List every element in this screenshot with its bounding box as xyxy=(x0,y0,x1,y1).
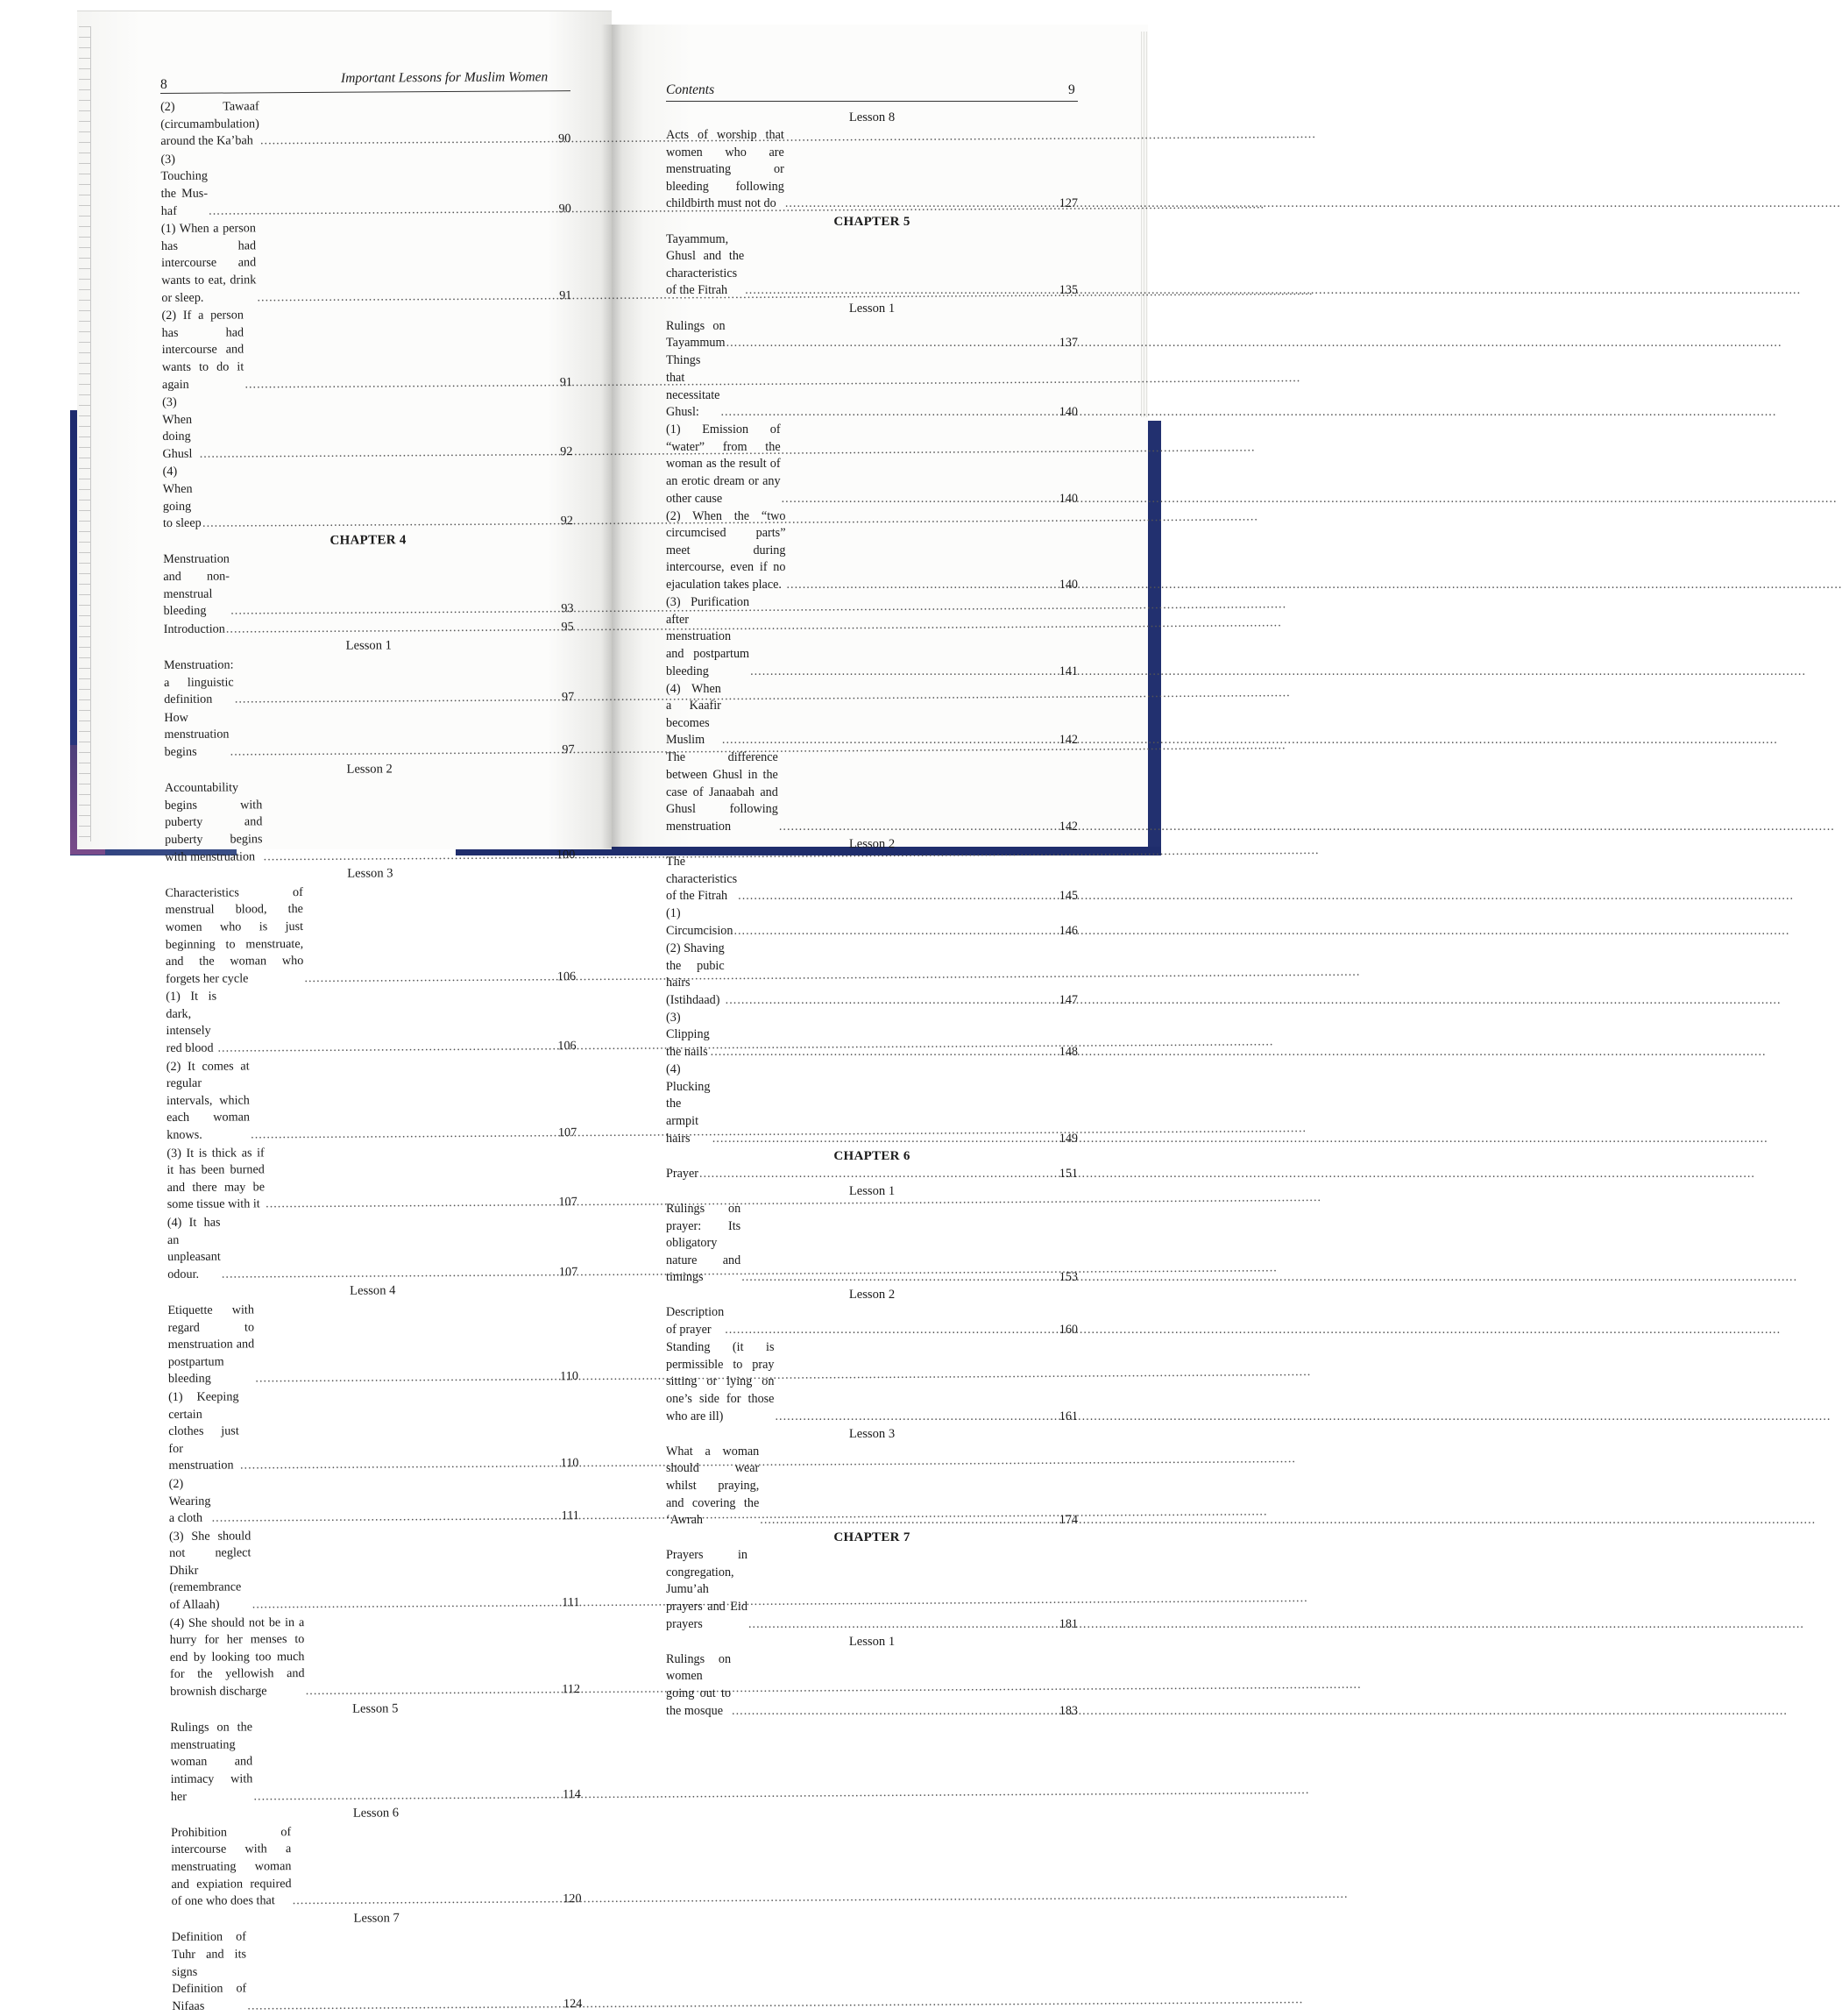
toc-entry xyxy=(666,749,1078,835)
toc-entry-title: What a woman should wear whilst praying, and covering the ‘Awrah xyxy=(666,1444,760,1528)
toc-entry-title: (1) Circumcision xyxy=(666,906,733,938)
toc-entry xyxy=(666,318,1078,352)
toc-entry-title: (2) Wearing a cloth xyxy=(168,1476,211,1526)
toc-entry-page: 90 xyxy=(558,201,571,216)
dot-leader xyxy=(304,969,545,987)
toc-entry xyxy=(666,1061,1078,1147)
toc-entry-title: The characteristics of the Fitrah xyxy=(666,855,738,904)
toc-entry-title: (4) When a Kaafir becomes Muslim xyxy=(666,681,721,748)
left-page-number: 8 xyxy=(160,77,167,92)
toc-entry-page: 140 xyxy=(1059,405,1078,420)
toc-entry xyxy=(169,1526,580,1615)
toc-entry-page: 124 xyxy=(563,1996,583,2011)
dot-leader xyxy=(745,282,1047,300)
dot-leader xyxy=(741,1269,1047,1287)
page-edges xyxy=(1141,32,1148,417)
toc-entry-page: 110 xyxy=(560,1456,579,1471)
binding-line xyxy=(90,26,91,841)
toc-entry-title: Menstruation: a linguistic definition xyxy=(163,657,234,707)
lesson-heading: Lesson 5 xyxy=(352,1701,399,1716)
toc-entry xyxy=(163,462,573,533)
dot-leader xyxy=(222,1264,547,1283)
toc-entry-title: The difference between Ghusl in the case of Janaabah and Ghusl following menstruation xyxy=(666,750,778,834)
dot-leader xyxy=(748,1616,1047,1634)
toc-entry-page: 110 xyxy=(560,1369,578,1384)
lesson-heading: Lesson 2 xyxy=(848,836,896,851)
toc-entry-page: 141 xyxy=(1059,664,1078,678)
toc-entry xyxy=(666,681,1078,749)
dot-leader xyxy=(775,1409,1047,1426)
toc-entry-title: Rulings on Tayammum xyxy=(666,318,726,351)
toc-entry xyxy=(169,1473,579,1528)
toc-entry-page: 183 xyxy=(1059,1703,1078,1718)
toc-entry-title: Prayers in congregation, Jumu’ah prayers and Eid prayers xyxy=(666,1548,747,1631)
toc-entry-page: 90 xyxy=(558,131,571,146)
toc-entry-title: (3) It is thick as if it has been burned and there may be some tissue with it xyxy=(166,1145,266,1212)
toc-entry xyxy=(165,777,576,866)
toc-entry xyxy=(666,1304,1078,1338)
toc-entry-title: Prohibition of intercourse with a menstruating woman and expiation required of one who does that xyxy=(171,1824,292,1909)
toc-entry-title: (3) Touching the Mus-haf xyxy=(160,152,209,218)
toc-entry-title: Acts of worship that women who are menstruating or bleeding following childbirth must not do xyxy=(666,128,784,211)
toc-entry-title: (4) She should not be in a hurry for her menses to end by looking too much for the yellowish and brownish discharge xyxy=(169,1615,305,1699)
toc-entry-title: (1) It is dark, intensely red blood xyxy=(166,989,217,1056)
toc-entry-title: Tayammum, Ghusl and the characteristics of the Fitrah xyxy=(666,231,745,298)
dot-leader xyxy=(738,888,1047,905)
toc-entry xyxy=(167,1300,578,1388)
dot-leader xyxy=(699,1166,1047,1183)
toc-entry-title: (2) If a person has had intercourse and wants to do it again xyxy=(161,308,244,392)
dot-leader xyxy=(306,1681,550,1700)
toc-entry-page: 151 xyxy=(1059,1166,1078,1181)
toc-entry-page: 97 xyxy=(561,690,575,705)
chapter-heading: CHAPTER 5 xyxy=(833,214,910,229)
dot-leader xyxy=(257,287,541,307)
toc-entry-page: 181 xyxy=(1059,1616,1078,1631)
lesson-heading: Lesson 1 xyxy=(848,1634,896,1649)
toc-entry-page: 140 xyxy=(1059,491,1078,506)
toc-entry-title: (1) Keeping certain clothes just for menstruation xyxy=(167,1389,239,1473)
toc-entry-page: 140 xyxy=(1059,578,1078,593)
right-header-rule xyxy=(666,101,1078,102)
dot-leader xyxy=(212,1508,549,1527)
dot-leader xyxy=(240,1456,549,1475)
dot-leader xyxy=(253,1786,549,1806)
lesson-heading: Lesson 7 xyxy=(353,1911,400,1926)
dot-leader xyxy=(230,601,542,621)
toc-entry-title: Standing (it is permissible to pray sitting or lying on one’s side for those who are ill) xyxy=(666,1340,775,1423)
dot-leader xyxy=(202,514,542,533)
toc-entry xyxy=(161,218,572,307)
toc-entry-title: Menstruation and non-menstrual bleeding xyxy=(163,551,230,619)
dot-leader xyxy=(260,131,540,151)
dot-leader xyxy=(787,577,1048,594)
toc-entry-title: (4) When going to sleep xyxy=(162,465,202,531)
toc-entry xyxy=(161,305,572,394)
dot-leader xyxy=(785,195,1047,213)
toc-entry-page: 107 xyxy=(557,1125,577,1140)
binding-stitch xyxy=(79,26,91,841)
dot-leader xyxy=(200,444,542,463)
toc-entry xyxy=(666,1339,1078,1425)
toc-entry-title: Characteristics of menstrual blood, the women who is just beginning to menstruate, and the woman who forgets her cycle xyxy=(165,884,304,986)
lesson-heading: Lesson 2 xyxy=(848,1288,896,1303)
toc-entry xyxy=(171,1822,582,1911)
toc-entry xyxy=(160,96,570,151)
toc-entry-page: 174 xyxy=(1059,1513,1078,1528)
toc-entry xyxy=(666,1201,1078,1287)
toc-entry-title: (2) Tawaaf (circumambulation) around the Ka’bah xyxy=(160,99,259,149)
toc-entry-title: Definition of Tuhr and its signs Definition of Nifaas xyxy=(171,1929,247,2013)
dot-leader xyxy=(732,1703,1047,1721)
toc-entry xyxy=(666,127,1078,213)
toc-entry xyxy=(160,149,570,220)
dot-leader xyxy=(725,1322,1047,1339)
toc-entry xyxy=(666,422,1078,508)
toc-entry xyxy=(666,854,1078,905)
toc-entry-title: (1) Emission of “water” from the woman as the result of an erotic dream or any other cause xyxy=(666,422,781,506)
toc-entry-page: 106 xyxy=(556,969,577,983)
toc-entry xyxy=(666,352,1078,421)
lesson-heading: Lesson 1 xyxy=(345,638,393,654)
toc-entry-title: (3) Clipping the nails xyxy=(666,1010,710,1060)
toc-entry xyxy=(162,392,572,463)
lesson-heading: Lesson 1 xyxy=(848,1183,896,1198)
dot-leader xyxy=(750,664,1047,681)
toc-entry-page: 107 xyxy=(558,1264,578,1280)
toc-entry-page: 93 xyxy=(561,601,574,616)
toc-entry-title: (2) Shaving the pubic hairs (Istihdaad) xyxy=(666,941,725,1007)
chapter-heading: CHAPTER 6 xyxy=(833,1148,910,1163)
toc-entry-title: (2) When the “two circumcised parts” meet during intercourse, even if no ejaculation takes place. xyxy=(666,508,786,593)
toc-entry xyxy=(165,883,576,988)
toc-entry xyxy=(666,508,1078,594)
toc-entry xyxy=(164,707,574,762)
book-gutter xyxy=(601,25,622,848)
left-running-title: Important Lessons for Muslim Women xyxy=(340,69,549,86)
toc-entry xyxy=(666,1444,1078,1530)
toc-entry-page: 97 xyxy=(562,742,575,757)
toc-entry xyxy=(170,1717,581,1806)
toc-entry-title: (4) Plucking the armpit hairs xyxy=(666,1062,711,1146)
dot-leader xyxy=(726,992,1047,1010)
toc-entry-page: 111 xyxy=(561,1508,579,1523)
dot-leader xyxy=(712,1131,1047,1148)
toc-entry-title: (4) It has an unpleasant odour. xyxy=(166,1215,221,1281)
dot-leader xyxy=(252,1594,549,1614)
dot-leader xyxy=(255,1369,548,1388)
toc-entry-title: How menstruation begins xyxy=(164,710,230,759)
toc-entry-page: 92 xyxy=(560,514,573,529)
dot-leader xyxy=(760,1512,1047,1530)
dot-leader xyxy=(711,1044,1047,1061)
toc-entry-page: 146 xyxy=(1059,923,1078,938)
right-contents-list xyxy=(666,110,1078,1721)
toc-entry-page: 112 xyxy=(562,1682,581,1697)
toc-entry-page: 111 xyxy=(562,1595,580,1610)
toc-entry xyxy=(666,905,1078,940)
dot-leader xyxy=(720,404,1047,422)
lesson-heading: Lesson 6 xyxy=(352,1806,400,1821)
toc-entry-title: Description of prayer xyxy=(666,1305,725,1338)
toc-entry-page: 147 xyxy=(1059,992,1078,1007)
toc-entry xyxy=(666,231,1078,300)
lesson-heading: Lesson 3 xyxy=(347,866,393,881)
toc-entry xyxy=(170,1613,581,1701)
dot-leader xyxy=(244,374,542,394)
toc-entry-page: 137 xyxy=(1059,336,1078,351)
toc-entry-page: 153 xyxy=(1059,1270,1078,1285)
toc-entry xyxy=(166,1056,577,1145)
right-running-title: Contents xyxy=(666,82,715,97)
toc-entry-page: 148 xyxy=(1059,1045,1078,1060)
dot-leader xyxy=(209,201,541,220)
toc-entry-title: (3) She should not neglect Dhikr (remembrance of Allaah) xyxy=(168,1529,252,1613)
dot-leader xyxy=(251,1125,546,1144)
lesson-heading: Lesson 8 xyxy=(848,110,896,124)
dot-leader xyxy=(264,847,545,866)
dot-leader xyxy=(230,742,544,761)
toc-entry xyxy=(166,1143,577,1214)
toc-entry-title: (2) It comes at regular intervals, which each woman knows. xyxy=(166,1059,251,1143)
toc-entry-title: Rulings on the menstruating woman and intimacy with her xyxy=(170,1720,253,1804)
toc-entry-title: Rulings on prayer: Its obligatory nature and timings xyxy=(666,1201,741,1285)
toc-entry xyxy=(163,550,573,621)
toc-entry xyxy=(164,655,574,709)
toc-entry xyxy=(666,594,1078,680)
toc-entry xyxy=(666,1547,1078,1633)
dot-leader xyxy=(226,619,543,638)
toc-entry-title: Prayer xyxy=(666,1166,699,1181)
toc-entry xyxy=(164,619,574,638)
toc-entry xyxy=(166,986,576,1057)
toc-entry-title: (1) When a person has had intercourse and wants to eat, drink or sleep. xyxy=(160,221,257,305)
toc-entry xyxy=(666,1166,1078,1183)
left-contents-list xyxy=(160,96,582,2016)
toc-entry-title: Accountability begins with puberty and puberty begins with menstruation xyxy=(164,780,263,864)
dot-leader xyxy=(733,923,1047,941)
toc-entry-title: Introduction xyxy=(163,621,225,636)
dot-leader xyxy=(782,491,1047,508)
dot-leader xyxy=(266,1195,547,1214)
toc-entry-page: 142 xyxy=(1059,819,1078,834)
dot-leader xyxy=(217,1038,545,1057)
toc-entry-page: 107 xyxy=(558,1195,577,1210)
toc-entry xyxy=(168,1387,579,1475)
toc-entry-page: 142 xyxy=(1059,733,1078,748)
dot-leader xyxy=(779,819,1047,836)
dot-leader xyxy=(722,732,1047,749)
toc-entry-page: 161 xyxy=(1059,1409,1078,1423)
toc-entry-page: 149 xyxy=(1059,1131,1078,1146)
lesson-heading: Lesson 4 xyxy=(350,1283,396,1299)
dot-leader xyxy=(247,1996,551,2015)
dot-leader xyxy=(726,335,1047,352)
dot-leader xyxy=(293,1891,551,1909)
toc-entry-title: (3) Purification after menstruation and postpartum bleeding xyxy=(666,595,750,678)
toc-entry xyxy=(167,1212,577,1283)
dot-leader xyxy=(235,690,544,709)
right-page-number: 9 xyxy=(1068,82,1075,97)
toc-entry-page: 95 xyxy=(561,619,574,635)
toc-entry-page: 92 xyxy=(560,444,573,459)
lesson-heading: Lesson 3 xyxy=(848,1426,896,1441)
toc-entry-page: 127 xyxy=(1059,196,1078,211)
toc-entry xyxy=(666,1010,1078,1061)
toc-entry-page: 135 xyxy=(1059,283,1078,298)
toc-entry-page: 100 xyxy=(556,847,576,862)
toc-entry-title: Etiquette with regard to menstruation and postpartum bleeding xyxy=(167,1303,255,1387)
chapter-heading: CHAPTER 7 xyxy=(833,1530,910,1545)
toc-entry-page: 106 xyxy=(557,1039,577,1054)
toc-entry xyxy=(172,1927,583,2015)
lesson-heading: Lesson 1 xyxy=(848,301,896,316)
toc-entry-page: 114 xyxy=(563,1786,581,1801)
toc-entry-page: 91 xyxy=(559,374,573,389)
toc-entry-title: Things that necessitate Ghusl: xyxy=(666,353,720,420)
toc-entry-page: 160 xyxy=(1059,1323,1078,1338)
toc-entry-page: 145 xyxy=(1059,889,1078,904)
toc-entry xyxy=(666,941,1078,1009)
toc-entry-title: Rulings on women going out to the mosque xyxy=(666,1651,732,1718)
toc-entry-title: (3) When doing Ghusl xyxy=(162,394,193,461)
toc-entry-page: 120 xyxy=(563,1892,582,1906)
toc-entry-page: 91 xyxy=(559,287,572,302)
toc-entry xyxy=(666,1651,1078,1720)
chapter-heading: CHAPTER 4 xyxy=(329,533,407,548)
lesson-heading: Lesson 2 xyxy=(346,761,393,777)
